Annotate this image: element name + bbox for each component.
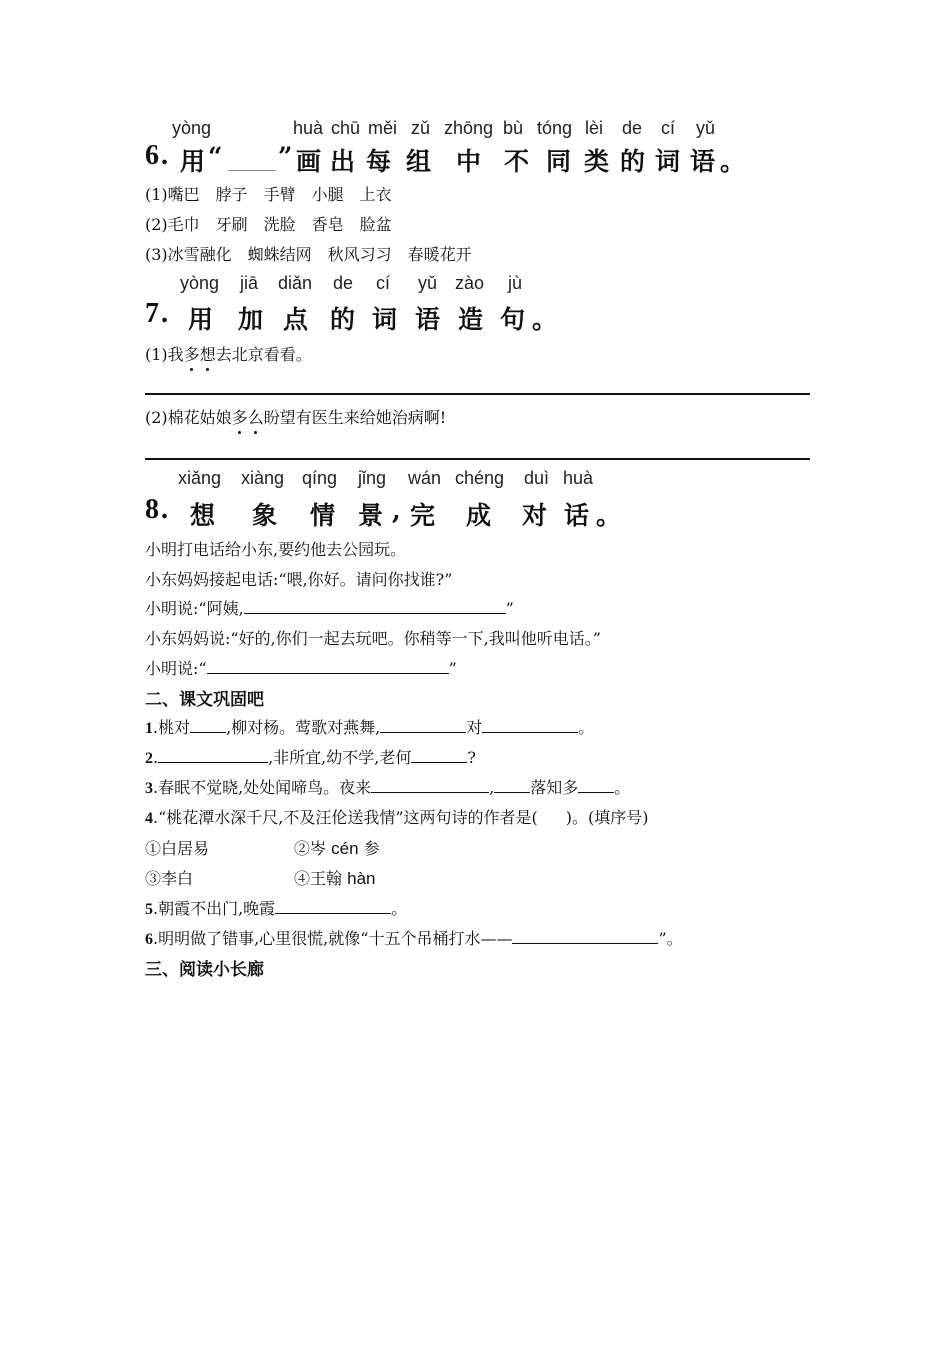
item-text: .明明做了错事,心里很慌,就像“十五个吊桶打水—— xyxy=(153,929,513,948)
pinyin: jù xyxy=(508,273,523,293)
heading-char: 情 xyxy=(310,501,338,530)
sentence-prompt-1 xyxy=(145,342,312,365)
answer-blank[interactable] xyxy=(578,776,614,793)
item-number: 1 xyxy=(145,720,153,737)
q6-pinyin-row xyxy=(0,118,952,140)
item-text: .桃对 xyxy=(153,718,191,737)
heading-char: 点 xyxy=(283,305,311,334)
heading-char: ” xyxy=(278,142,295,171)
heading-char: 。 xyxy=(596,501,624,530)
pinyin: tóng xyxy=(537,118,573,138)
fill-item-6 xyxy=(145,926,683,949)
item-text: .“桃花潭水深千尺,不及汪伦送我情”这两句诗的作者是( xyxy=(153,808,538,827)
sentence-text: (2)棉花姑娘 xyxy=(145,408,232,427)
item-text: 落知多 xyxy=(530,778,579,797)
heading-char: 同 xyxy=(546,147,574,176)
pinyin: cén xyxy=(331,839,359,858)
pinyin: de xyxy=(622,118,643,138)
item-text: ”。 xyxy=(658,929,683,948)
heading-char: 景 xyxy=(358,501,386,530)
answer-blank[interactable] xyxy=(244,597,506,614)
item-text: )。(填序号) xyxy=(565,808,649,827)
heading-char: 句 xyxy=(500,305,528,334)
item-number: 4 xyxy=(145,810,153,827)
fill-item-5 xyxy=(145,896,407,919)
pinyin: qíng xyxy=(302,468,338,488)
heading-char: 。 xyxy=(720,147,748,176)
heading-char: 成 xyxy=(466,501,494,530)
dialogue-line: 小东妈妈接起电话:“喂,你好。请问你找谁?” xyxy=(145,570,453,589)
fill-item-2 xyxy=(145,745,476,768)
heading-char: 中 xyxy=(456,147,484,176)
item-text: 对 xyxy=(466,718,483,737)
item-text: ? xyxy=(467,748,476,767)
heading-char: 用 xyxy=(188,305,216,334)
pinyin: huà xyxy=(293,118,324,138)
heading-char: 加 xyxy=(238,305,266,334)
q6-heading xyxy=(0,140,952,174)
answer-blank[interactable] xyxy=(494,776,530,793)
option[interactable]: ①白居易 xyxy=(145,839,210,858)
item-text: 。 xyxy=(391,899,408,918)
heading-char: 象 xyxy=(252,501,280,530)
option-text: 参 xyxy=(363,839,380,858)
item-number: 2 xyxy=(145,750,153,767)
heading-char: 造 xyxy=(458,305,486,334)
heading-char: 组 xyxy=(406,147,434,176)
pinyin: wán xyxy=(408,468,442,488)
answer-blank[interactable] xyxy=(482,716,578,733)
option-text: ④王翰 xyxy=(294,869,343,888)
pinyin: jiā xyxy=(240,273,259,293)
answer-blank[interactable] xyxy=(190,716,226,733)
fill-item-4 xyxy=(145,805,649,828)
item-text: . xyxy=(153,748,159,767)
question-number: 6. xyxy=(145,140,170,171)
dotted-char: 多 xyxy=(232,405,248,428)
heading-char: , xyxy=(392,496,403,525)
section-title: 二、课文巩固吧 xyxy=(145,690,264,710)
heading-char: 词 xyxy=(372,305,400,334)
answer-blank[interactable] xyxy=(371,776,489,793)
sentence-prompt-2 xyxy=(145,405,446,428)
heading-char: 话 xyxy=(564,501,592,530)
question-number: 7. xyxy=(145,298,170,329)
heading-char: 用 xyxy=(180,147,208,176)
dotted-char: 想 xyxy=(200,342,216,365)
heading-char: 对 xyxy=(522,501,550,530)
sentence-text: (1)我 xyxy=(145,345,184,364)
dialogue-line: 小明打电话给小东,要约他去公园玩。 xyxy=(145,540,407,559)
pinyin: jǐng xyxy=(358,468,387,488)
answer-blank[interactable] xyxy=(207,657,449,674)
pinyin: cí xyxy=(376,273,391,293)
answer-blank[interactable] xyxy=(411,746,467,763)
q7-heading xyxy=(0,298,952,332)
word-group: (3)冰雪融化 蜘蛛结网 秋风习习 春暖花开 xyxy=(145,245,472,264)
heading-char: 出 xyxy=(330,147,358,176)
fill-item-3 xyxy=(145,775,630,798)
dotted-char: 多 xyxy=(184,342,200,365)
item-text: ,柳对杨。莺歌对燕舞, xyxy=(226,718,381,737)
heading-char: 画 xyxy=(296,147,324,176)
option[interactable] xyxy=(294,836,380,859)
pinyin: de xyxy=(333,273,354,293)
item-text: , xyxy=(489,778,495,797)
item-text: 。 xyxy=(578,718,595,737)
pinyin: xiàng xyxy=(241,468,285,488)
pinyin: zǔ xyxy=(411,118,431,138)
dialogue-text: 小明说:“ xyxy=(145,659,207,678)
pinyin: chéng xyxy=(455,468,505,488)
heading-char: 不 xyxy=(504,147,532,176)
pinyin: yòng xyxy=(172,118,212,138)
item-number: 3 xyxy=(145,780,153,797)
pinyin: diǎn xyxy=(278,273,313,293)
fill-item-1 xyxy=(145,715,594,738)
dialogue-text: 小明说:“阿姨, xyxy=(145,599,244,618)
section-title: 三、阅读小长廊 xyxy=(145,960,264,980)
answer-blank[interactable] xyxy=(158,746,268,763)
pinyin: chū xyxy=(331,118,361,138)
q8-heading xyxy=(0,494,952,528)
pinyin: lèi xyxy=(585,118,604,138)
pinyin: xiǎng xyxy=(178,468,222,488)
heading-char: 。 xyxy=(532,305,560,334)
pinyin: cí xyxy=(661,118,676,138)
heading-char: 的 xyxy=(330,305,358,334)
pinyin: yǔ xyxy=(696,118,716,138)
dialogue-text: ” xyxy=(505,599,514,618)
heading-char: 完 xyxy=(410,501,438,530)
answer-line[interactable] xyxy=(145,393,810,395)
sentence-text: 盼望有医生来给她治病啊! xyxy=(263,408,447,427)
heading-char: 类 xyxy=(584,147,612,176)
heading-char: 每 xyxy=(366,147,394,176)
heading-char: 词 xyxy=(655,147,683,176)
pinyin: zhōng xyxy=(444,118,494,138)
word-group: (1)嘴巴 脖子 手臂 小腿 上衣 xyxy=(145,185,392,204)
answer-blank[interactable] xyxy=(380,716,466,733)
pinyin: duì xyxy=(524,468,550,488)
answer-line[interactable] xyxy=(145,458,810,460)
pinyin: yòng xyxy=(180,273,220,293)
item-text: .朝霞不出门,晚霞 xyxy=(153,899,276,918)
item-text: .春眠不觉晓,处处闻啼鸟。夜来 xyxy=(153,778,372,797)
pinyin: měi xyxy=(368,118,398,138)
sentence-text: 去北京看看。 xyxy=(215,345,312,364)
answer-blank[interactable] xyxy=(275,897,391,914)
pinyin: hàn xyxy=(347,869,376,888)
dialogue-line: 小东妈妈说:“好的,你们一起去玩吧。你稍等一下,我叫他听电话。” xyxy=(145,629,601,648)
q7-pinyin-row xyxy=(0,273,952,295)
item-number: 6 xyxy=(145,931,153,948)
item-text: 。 xyxy=(614,778,631,797)
q8-pinyin-row xyxy=(0,468,952,490)
dialogue-line xyxy=(145,596,514,619)
heading-char: 语 xyxy=(690,147,718,176)
pinyin: yǔ xyxy=(418,273,438,293)
heading-char: 想 xyxy=(190,501,218,530)
pinyin: bù xyxy=(503,118,524,138)
option-text: ②岑 xyxy=(294,839,327,858)
dialogue-text: ” xyxy=(448,659,457,678)
heading-char: “ xyxy=(208,142,225,171)
question-number: 8. xyxy=(145,494,170,525)
pinyin: huà xyxy=(563,468,594,488)
heading-char: 的 xyxy=(620,147,648,176)
option[interactable]: ③李白 xyxy=(145,869,194,888)
item-number: 5 xyxy=(145,901,153,918)
option[interactable] xyxy=(294,866,375,889)
item-text: ,非所宜,幼不学,老何 xyxy=(268,748,412,767)
answer-blank[interactable] xyxy=(228,150,276,171)
heading-char: 语 xyxy=(415,305,443,334)
dialogue-line xyxy=(145,656,457,679)
word-group: (2)毛巾 牙刷 洗脸 香皂 脸盆 xyxy=(145,215,392,234)
dotted-char: 么 xyxy=(248,405,264,428)
answer-blank[interactable] xyxy=(512,927,658,944)
pinyin: zào xyxy=(455,273,485,293)
